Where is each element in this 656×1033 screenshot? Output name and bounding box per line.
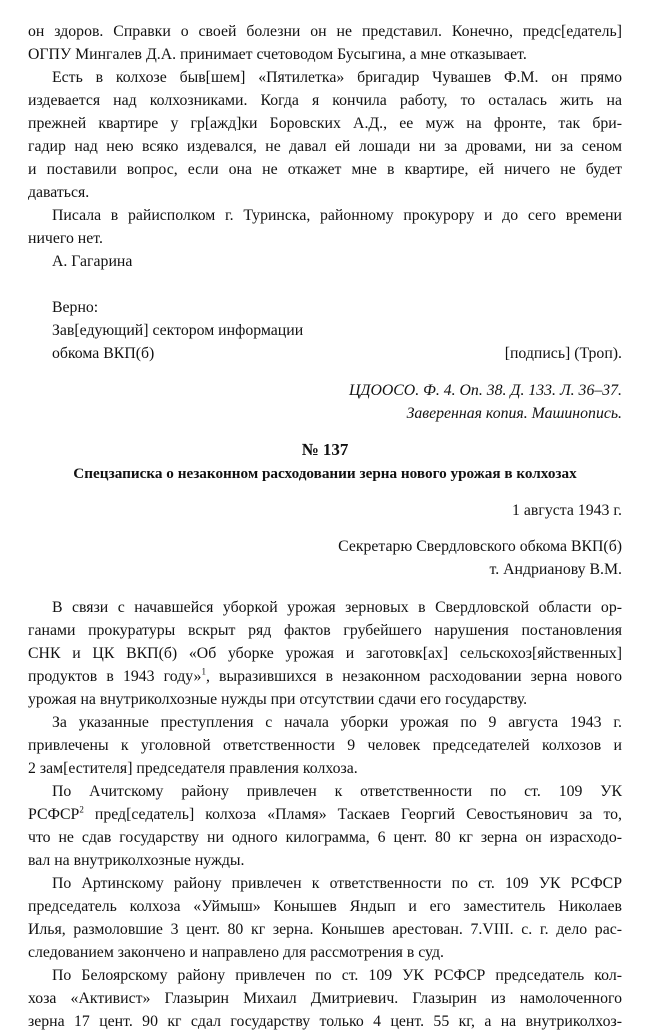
body-line: По Ачитскому району привлечен к ответственности по ст. 109 УК bbox=[52, 783, 622, 800]
footnote-marker: 2 bbox=[79, 804, 84, 815]
archive-reference: ЦДООСО. Ф. 4. Оп. 38. Д. 133. Л. 36–37. bbox=[349, 382, 622, 399]
footnote-marker: 1 bbox=[201, 666, 206, 677]
letter-line: он здоров. Справки о своей болезни он не представил. Конечно, предс[едатель] bbox=[28, 23, 622, 40]
body-line: ганами прокуратуры вскрыт ряд фактов грубейшего нарушения постановления bbox=[28, 622, 622, 639]
body-line: привлечены к уголовной ответственности 9 человек председателей колхозов и bbox=[28, 737, 622, 754]
letter-line: и поставили вопрос, если она не откажет мне в квартире, ей ничего не будет bbox=[28, 161, 622, 178]
certification-signature: [подпись] (Троп). bbox=[504, 345, 622, 362]
body-line: По Белоярскому району привлечен по ст. 109 УК РСФСР председатель кол- bbox=[52, 967, 622, 984]
body-line: СНК и ЦК ВКП(б) «Об уборке урожая и заготовк[ах] сельскохоз[яйственных] bbox=[28, 645, 622, 662]
body-line: Илья, размоловшие 3 цент. 80 кг зерна. Конышев арестован. 7.VIII. с. г. дело рас- bbox=[28, 921, 622, 938]
body-text: РСФСР bbox=[28, 806, 80, 823]
body-line: По Артинскому району привлечен к ответственности по ст. 109 УК РСФСР bbox=[52, 875, 622, 892]
body-text: пред[седатель] колхоза «Пламя» Таскаев Георгий Севостьянович за то, bbox=[83, 806, 622, 823]
letter-line: даваться. bbox=[28, 184, 90, 201]
addressee-name: т. Андрианову В.М. bbox=[489, 561, 622, 578]
body-line: вал на внутриколхозные нужды. bbox=[28, 852, 245, 869]
body-line: урожая на внутриколхозные нужды при отсутствии сдачи его государству. bbox=[28, 691, 528, 708]
addressee: Секретарю Свердловского обкома ВКП(б) bbox=[338, 538, 622, 555]
letter-line: ничего нет. bbox=[28, 230, 103, 247]
certification-verno: Верно: bbox=[52, 299, 99, 316]
body-line: хоза «Активист» Глазырин Михаил Дмитриевич. Глазырин из намолоченного bbox=[28, 990, 622, 1007]
letter-line: Есть в колхозе быв[шем] «Пятилетка» бригадир Чувашев Ф.М. он прямо bbox=[52, 69, 622, 86]
certification-organization: обкома ВКП(б) bbox=[52, 345, 155, 362]
letter-line: издевается над колхозниками. Когда я кончила работу, то осталась жить на bbox=[28, 92, 622, 109]
body-line: В связи с начавшейся уборкой урожая зерновых в Свердловской области ор- bbox=[52, 599, 622, 616]
body-line: что не сдав государству ни одного килограмма, 6 цент. 80 кг зерна он израсходо- bbox=[28, 829, 622, 846]
letter-line: ОГПУ Мингалев Д.А. принимает счетоводом Бусыгина, а мне отказывает. bbox=[28, 46, 527, 63]
certification-position: Зав[едующий] сектором информации bbox=[52, 322, 304, 339]
body-line bbox=[28, 665, 622, 688]
body-line: следованием закончено и направлено для рассмотрения в суд. bbox=[28, 944, 444, 961]
letter-signature: А. Гагарина bbox=[52, 253, 133, 270]
letter-line: прежней квартире у гр[ажд]ки Боровских А.Д., ее муж на фронте, так бри- bbox=[28, 115, 622, 132]
body-text: продуктов в 1943 году» bbox=[28, 668, 202, 685]
body-line: За указанные преступления с начала уборки урожая по 9 августа 1943 г. bbox=[52, 714, 622, 731]
document-title: Спецзаписка о незаконном расходовании зерна нового урожая в колхозах bbox=[73, 465, 577, 482]
body-line bbox=[28, 803, 622, 826]
copy-type: Заверенная копия. Машинопись. bbox=[406, 405, 622, 422]
body-text: , выразившихся в незаконном расходовании зерна нового bbox=[205, 668, 622, 685]
body-line: зерна 17 цент. 90 кг сдал государству только 4 цент. 55 кг, а на внутриколхоз- bbox=[28, 1013, 622, 1030]
body-line: 2 зам[естителя] председателя правления колхоза. bbox=[28, 760, 358, 777]
document-date: 1 августа 1943 г. bbox=[512, 502, 622, 519]
document-number: № 137 bbox=[301, 440, 349, 459]
letter-line: гадир над нею всяко издевался, не давал ей лошади ни за дровами, ни за сеном bbox=[28, 138, 622, 155]
body-line: председатель колхоза «Уймыш» Конышев Яндып и его заместитель Николаев bbox=[28, 898, 622, 915]
letter-line: Писала в райисполком г. Туринска, районному прокурору и до сего времени bbox=[52, 207, 622, 224]
